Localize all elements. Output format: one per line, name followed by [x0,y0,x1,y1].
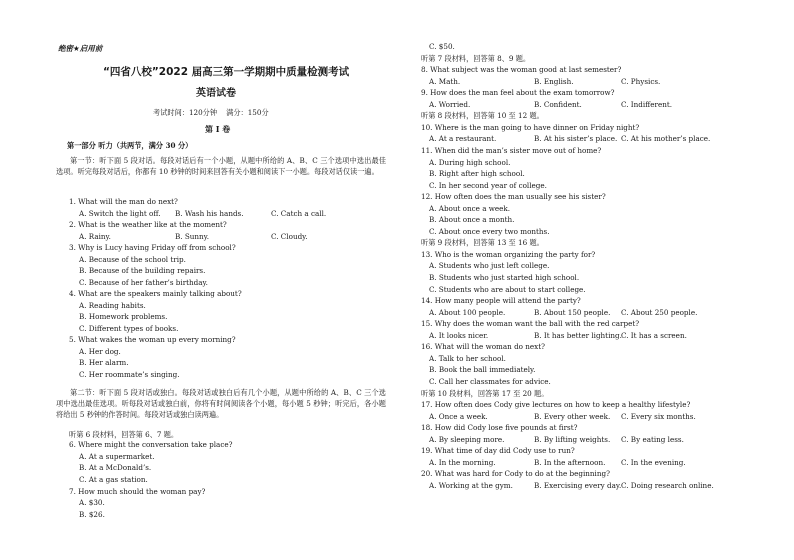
part1-heading: 第一部分 听力（共两节，满分 30 分） [67,141,193,150]
option-line: C. $50. [429,42,455,51]
material-heading: 听第 9 段材料，回答第 13 至 16 题。 [421,238,544,248]
question-line: 9. How does the man feel about the exam tomorrow? [421,88,615,98]
question-6: 6. Where might the conversation take place? [69,440,233,449]
question-line: 12. How often does the man usually see his sister? [421,192,606,202]
option-2-b: B. Sunny. [175,231,210,241]
option-b: B. By lifting weights. [534,434,611,444]
option-line: C. Call her classmates for advice. [429,376,551,386]
option-c: C. At his mother’s place. [621,134,711,144]
option-c: C. Every six months. [621,411,696,421]
option-1-b: B. Wash his hands. [175,208,244,218]
question-line: 15. Why does the woman want the ball with the red carpet? [421,319,640,329]
material-6: 听第 6 段材料，回答第 6、7 题。 [69,430,179,439]
option-b: B. It has better lighting. [534,330,622,340]
question-4: 4. What are the speakers mainly talking about? [69,289,242,298]
question-5: 5. What wakes the woman up every morning? [69,335,236,344]
option-4-c: C. Different types of books. [79,323,179,333]
option-b: B. Every other week. [534,411,611,421]
option-a: A. Worried. [429,99,471,109]
option-5-c: C. Her roommate’s singing. [79,369,180,379]
option-a: A. About 100 people. [429,307,506,317]
exam-title: “四省八校”2022 届高三第一学期期中质量检测考试 [103,66,350,78]
option-2-a: A. Rainy. [79,231,111,241]
question-line: 10. Where is the man going to have dinner on Friday night? [421,122,640,132]
option-a: A. Working at the gym. [429,480,513,490]
option-3-b: B. Because of the building repairs. [79,266,206,275]
question-3: 3. Why is Lucy having Friday off from school? [69,243,236,252]
option-c: C. It has a screen. [621,330,687,340]
section2-intro: 第二节：听下面 5 段对话或独白。每段对话或独白后有几个小题，从题中所给的 A、B、C 三个选项中选出最佳选项。听每段对话或独白前，你将有时间阅读各个小题，每小题 5 秒钟；听完后，各小题将给出 5 秒钟的作答时间。每段对话或独白读两遍。 [56,388,386,419]
option-5-b: B. Her alarm. [79,358,129,367]
option-1-c: C. Catch a call. [271,208,327,218]
option-a: A. It looks nicer. [429,330,489,340]
option-line: C. Students who are about to start college. [429,284,586,294]
option-6a: A. At a supermarket. [79,452,155,461]
option-line: B. About once a month. [429,215,515,225]
option-a: A. By sleeping more. [429,434,505,444]
exam-info: 考试时间：120分钟 满分：150分 [153,108,269,117]
question-7: 7. How much should the woman pay? [69,487,206,496]
option-3-c: C. Because of her father’s birthday. [79,277,208,287]
question-1: 1. What will the man do next? [69,197,178,206]
question-line: 16. What will the woman do next? [421,342,545,352]
question-2: 2. What is the weather like at the moment? [69,220,227,229]
question-line: 18. How did Cody lose five pounds at first? [421,423,578,433]
option-a: A. Math. [429,76,461,86]
option-line: A. Talk to her school. [429,353,506,363]
question-line: 14. How many people will attend the party? [421,296,581,306]
option-c: C. By eating less. [621,434,684,444]
option-5-a: A. Her dog. [79,346,121,356]
option-1-a: A. Switch the light off. [79,208,161,218]
option-b: B. Confident. [534,99,582,109]
option-a: A. Once a week. [429,411,488,421]
option-line: B. Right after high school. [429,169,525,179]
option-b: B. About 150 people. [534,307,611,317]
exam-subject: 英语试卷 [196,88,236,99]
volume-label: 第 I 卷 [205,124,231,134]
question-line: 8. What subject was the woman good at last semester? [421,65,622,75]
option-line: C. About once every two months. [429,226,550,236]
option-c: C. About 250 people. [621,307,698,317]
option-line: A. During high school. [429,157,511,167]
option-7b: B. $26. [79,510,105,519]
option-4-b: B. Homework problems. [79,312,168,321]
option-c: C. Indifferent. [621,99,673,109]
question-line: 19. What time of day did Cody use to run? [421,446,575,456]
option-line: B. Students who just started high school. [429,273,580,282]
option-3-a: A. Because of the school trip. [79,254,186,264]
option-6c: C. At a gas station. [79,475,148,484]
option-b: B. Exercising every day. [534,480,622,490]
option-c: C. Doing research online. [621,480,714,490]
option-b: B. In the afternoon. [534,457,606,467]
section1-intro: 第一节：听下面 5 段对话。每段对话后有一个小题，从题中所给的 A、B、C 三个选项中选出最佳选项。听完每段对话后，你都有 10 秒钟的时间来回答有关小题和阅读下一小题。每段对话仅读一遍。 [56,156,386,176]
option-7a: A. $30. [79,498,105,507]
option-a: A. In the morning. [429,457,496,467]
option-c: C. Physics. [621,76,661,86]
material-heading: 听第 10 段材料，回答第 17 至 20 题。 [421,388,549,398]
option-2-c: C. Cloudy. [271,231,308,241]
right-column [400,0,794,560]
option-a: A. At a restaurant. [429,134,497,144]
question-line: 17. How often does Cody give lectures on how to keep a healthy lifestyle? [421,400,691,410]
option-c: C. In the evening. [621,457,686,467]
option-line: C. In her second year of college. [429,180,547,190]
option-4-a: A. Reading habits. [79,300,146,310]
option-line: B. Book the ball immediately. [429,365,536,375]
option-line: A. Students who just left college. [429,261,550,271]
option-b: B. English. [534,76,574,86]
option-line: A. About once a week. [429,203,511,213]
option-6b: B. At a McDonald’s. [79,463,152,472]
question-line: 13. Who is the woman organizing the party for? [421,249,596,259]
option-b: B. At his sister’s place. [534,134,618,144]
question-line: 20. What was hard for Cody to do at the beginning? [421,469,610,479]
question-line: 11. When did the man’s sister move out of home? [421,145,602,155]
material-heading: 听第 8 段材料，回答第 10 至 12 题。 [421,111,544,121]
secret-label: 绝密★启用前 [58,44,103,53]
material-heading: 听第 7 段材料，回答第 8、9 题。 [421,53,531,63]
